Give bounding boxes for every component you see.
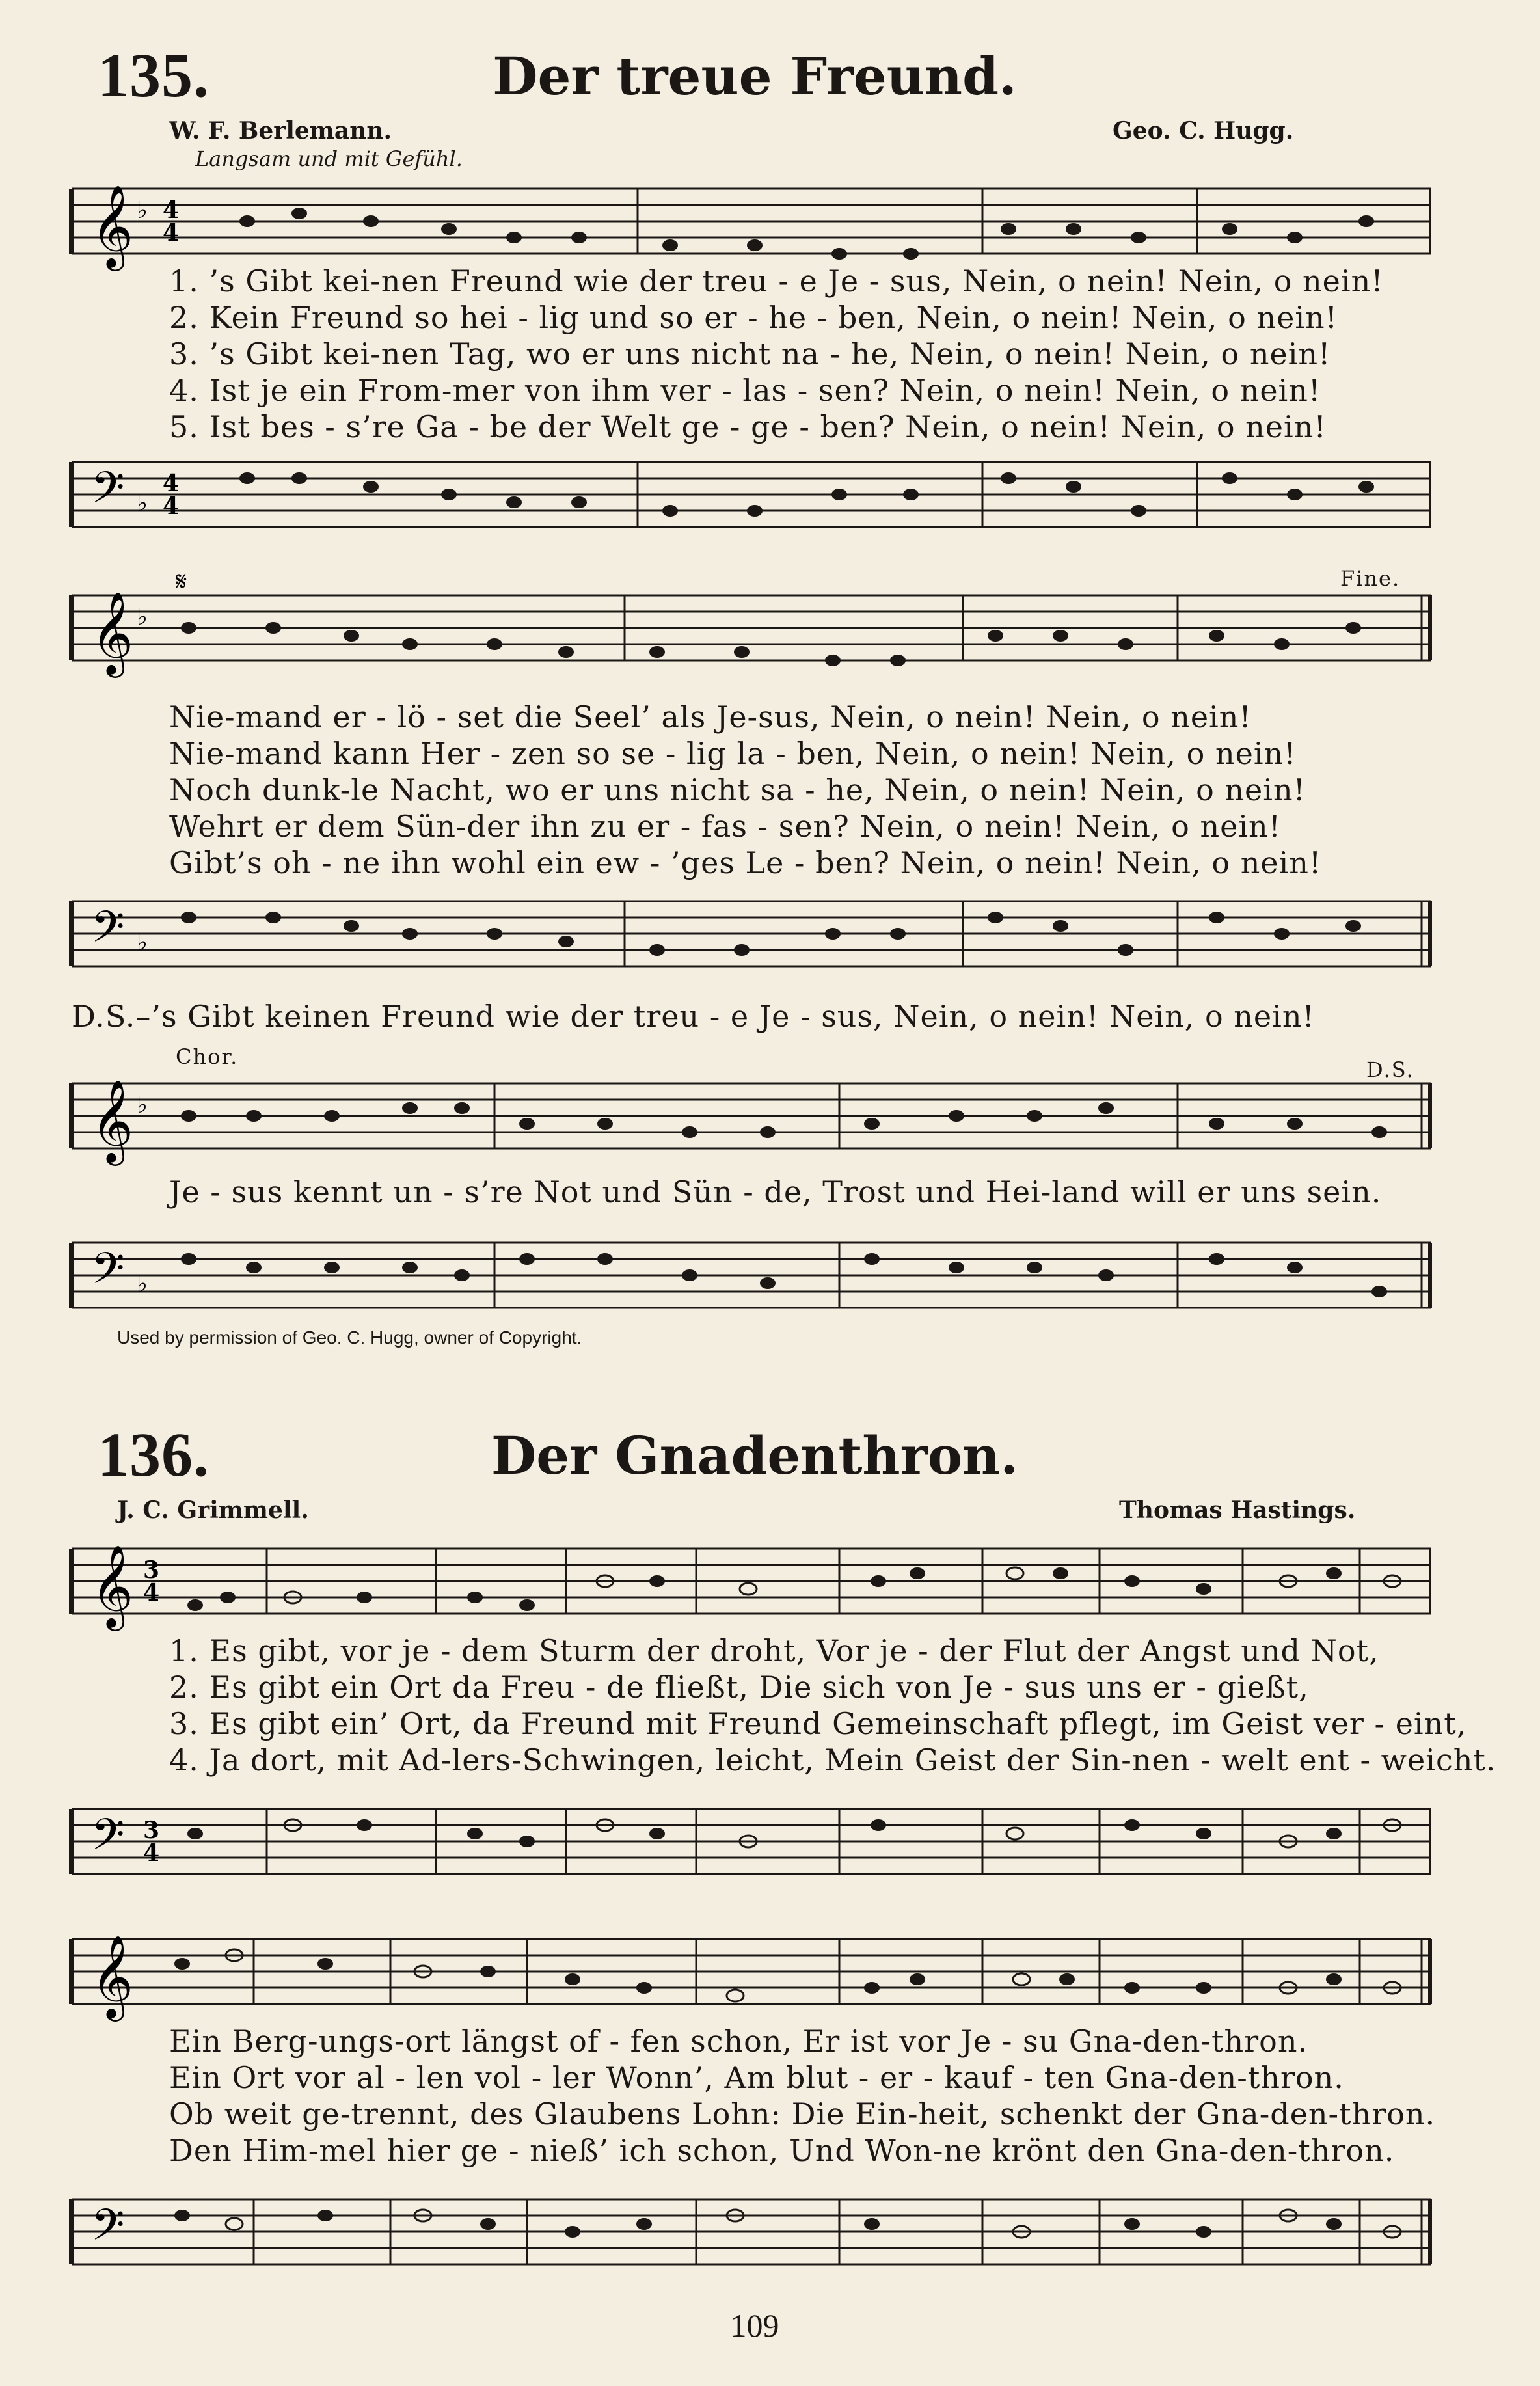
music-system bbox=[72, 176, 1431, 547]
fine-marking: Fine. bbox=[1340, 566, 1401, 591]
chorus-lyric-line: Je - sus kennt un - s’re Not und Sün - de, Trost und Hei-land will er uns sein. bbox=[169, 1174, 1382, 1210]
svg-text:♭: ♭ bbox=[137, 603, 148, 630]
lyric-line: Ob weit ge-trennt, des Glaubens Lohn: Die Ein-heit, schenkt der Gna-den-thron. bbox=[169, 2096, 1436, 2132]
bass-staff bbox=[72, 888, 1431, 979]
svg-text:𝄢: 𝄢 bbox=[91, 1810, 125, 1870]
svg-text:3: 3 bbox=[143, 1556, 160, 1584]
lyric-line: Wehrt er dem Sün-der ihn zu er - fas - sen? Nein, o nein! Nein, o nein! bbox=[169, 809, 1282, 844]
svg-text:4: 4 bbox=[163, 219, 180, 247]
svg-text:𝄢: 𝄢 bbox=[91, 902, 125, 962]
svg-text:4: 4 bbox=[163, 493, 180, 520]
page-number: 109 bbox=[730, 2307, 779, 2344]
svg-text:3: 3 bbox=[143, 1817, 160, 1844]
svg-text:𝄢: 𝄢 bbox=[91, 1243, 125, 1304]
svg-text:♭: ♭ bbox=[137, 1091, 148, 1118]
music-system bbox=[72, 1926, 1436, 2284]
lyric-line: Ein Berg-ungs-ort längst of - fen schon, Er ist vor Je - su Gna-den-thron. bbox=[169, 2024, 1308, 2059]
bass-staff bbox=[72, 2186, 1431, 2277]
composer-credit: Thomas Hastings. bbox=[1119, 1497, 1356, 1524]
lyric-line: 4. Ja dort, mit Ad-lers-Schwingen, leicht, Mein Geist der Sin-nen - welt ent - weicht. bbox=[169, 1742, 1496, 1778]
lyric-line: 1. ’s Gibt kei-nen Freund wie der treu - e Je - sus, Nein, o nein! Nein, o nein! bbox=[169, 264, 1384, 299]
author-credit: J. C. Grimmell. bbox=[117, 1497, 309, 1524]
treble-staff bbox=[72, 1070, 1431, 1161]
ds-marking: D.S. bbox=[1366, 1057, 1414, 1082]
svg-text:4: 4 bbox=[143, 1839, 160, 1867]
music-system bbox=[72, 1536, 1496, 1893]
svg-text:4: 4 bbox=[163, 197, 180, 224]
svg-text:4: 4 bbox=[163, 470, 180, 497]
treble-staff bbox=[72, 1536, 1431, 1627]
lyric-line: Den Him-mel hier ge - nieß’ ich schon, Und Won-ne krönt den Gna-den-thron. bbox=[169, 2133, 1395, 2168]
hymn-title: Der Gnadenthron. bbox=[491, 1425, 1019, 1486]
svg-text:𝄞: 𝄞 bbox=[91, 591, 134, 674]
lyric-line: 4. Ist je ein From-mer von ihm ver - las - sen? Nein, o nein! Nein, o nein! bbox=[169, 373, 1321, 408]
lyric-line: 3. Es gibt ein’ Ort, da Freund mit Freund Gemeinschaft pflegt, im Geist ver - eint, bbox=[169, 1706, 1467, 1741]
svg-text:𝄞: 𝄞 bbox=[91, 1079, 134, 1162]
svg-text:𝄞: 𝄞 bbox=[91, 184, 134, 267]
music-system bbox=[72, 1070, 1431, 1324]
svg-text:𝄢: 𝄢 bbox=[91, 463, 125, 523]
treble-staff bbox=[72, 1926, 1431, 2017]
bass-staff bbox=[72, 1796, 1431, 1887]
svg-text:𝄞: 𝄞 bbox=[91, 1934, 134, 2018]
hymn-number: 136. bbox=[98, 1420, 209, 1489]
svg-text:𝄢: 𝄢 bbox=[91, 2200, 125, 2260]
segno-sign: 𝄋 bbox=[176, 567, 187, 597]
copyright-notice: Used by permission of Geo. C. Hugg, owner of Copyright. bbox=[117, 1327, 582, 1348]
chorus-label: Chor. bbox=[176, 1044, 239, 1069]
lyric-line: Gibt’s oh - ne ihn wohl ein ew - ’ges Le - ben? Nein, o nein! Nein, o nein! bbox=[169, 845, 1322, 880]
lyric-line: Ein Ort vor al - len vol - ler Wonn’, Am blut - er - kauf - ten Gna-den-thron. bbox=[169, 2060, 1344, 2095]
lyric-line: 2. Kein Freund so hei - lig und so er - he - ben, Nein, o nein! Nein, o nein! bbox=[169, 300, 1338, 335]
svg-text:♭: ♭ bbox=[137, 197, 148, 224]
svg-text:♭: ♭ bbox=[137, 929, 148, 956]
hymn-number: 135. bbox=[98, 40, 209, 110]
bass-staff bbox=[72, 1230, 1431, 1321]
lyric-line: Nie-mand kann Her - zen so se - lig la - ben, Nein, o nein! Nein, o nein! bbox=[169, 736, 1297, 771]
svg-text:♭: ♭ bbox=[137, 1270, 148, 1297]
lyric-line: 2. Es gibt ein Ort da Freu - de fließt, Die sich von Je - sus uns er - gießt, bbox=[169, 1670, 1309, 1705]
lyric-line: 1. Es gibt, vor je - dem Sturm der droht, Vor je - der Flut der Angst und Not, bbox=[169, 1633, 1379, 1668]
ds-lyric-line: D.S.–’s Gibt keinen Freund wie der treu - e Je - sus, Nein, o nein! Nein, o nein! bbox=[72, 999, 1315, 1034]
tempo-marking: Langsam und mit Gefühl. bbox=[195, 146, 463, 171]
lyric-line: Noch dunk-le Nacht, wo er uns nicht sa - he, Nein, o nein! Nein, o nein! bbox=[169, 772, 1306, 807]
lyric-line: 3. ’s Gibt kei-nen Tag, wo er uns nicht na - he, Nein, o nein! Nein, o nein! bbox=[169, 336, 1331, 372]
composer-credit: Geo. C. Hugg. bbox=[1113, 117, 1294, 144]
svg-text:4: 4 bbox=[143, 1579, 160, 1606]
svg-text:♭: ♭ bbox=[137, 489, 148, 517]
svg-text:𝄞: 𝄞 bbox=[91, 1544, 134, 1627]
author-credit: W. F. Berlemann. bbox=[169, 117, 392, 144]
lyric-line: 5. Ist bes - s’re Ga - be der Welt ge - ge - ben? Nein, o nein! Nein, o nein! bbox=[169, 409, 1327, 444]
treble-staff bbox=[72, 176, 1431, 267]
lyric-line: Nie-mand er - lö - set die Seel’ als Je-sus, Nein, o nein! Nein, o nein! bbox=[169, 699, 1252, 735]
hymn-title: Der treue Freund. bbox=[493, 46, 1017, 107]
bass-staff bbox=[72, 449, 1431, 540]
